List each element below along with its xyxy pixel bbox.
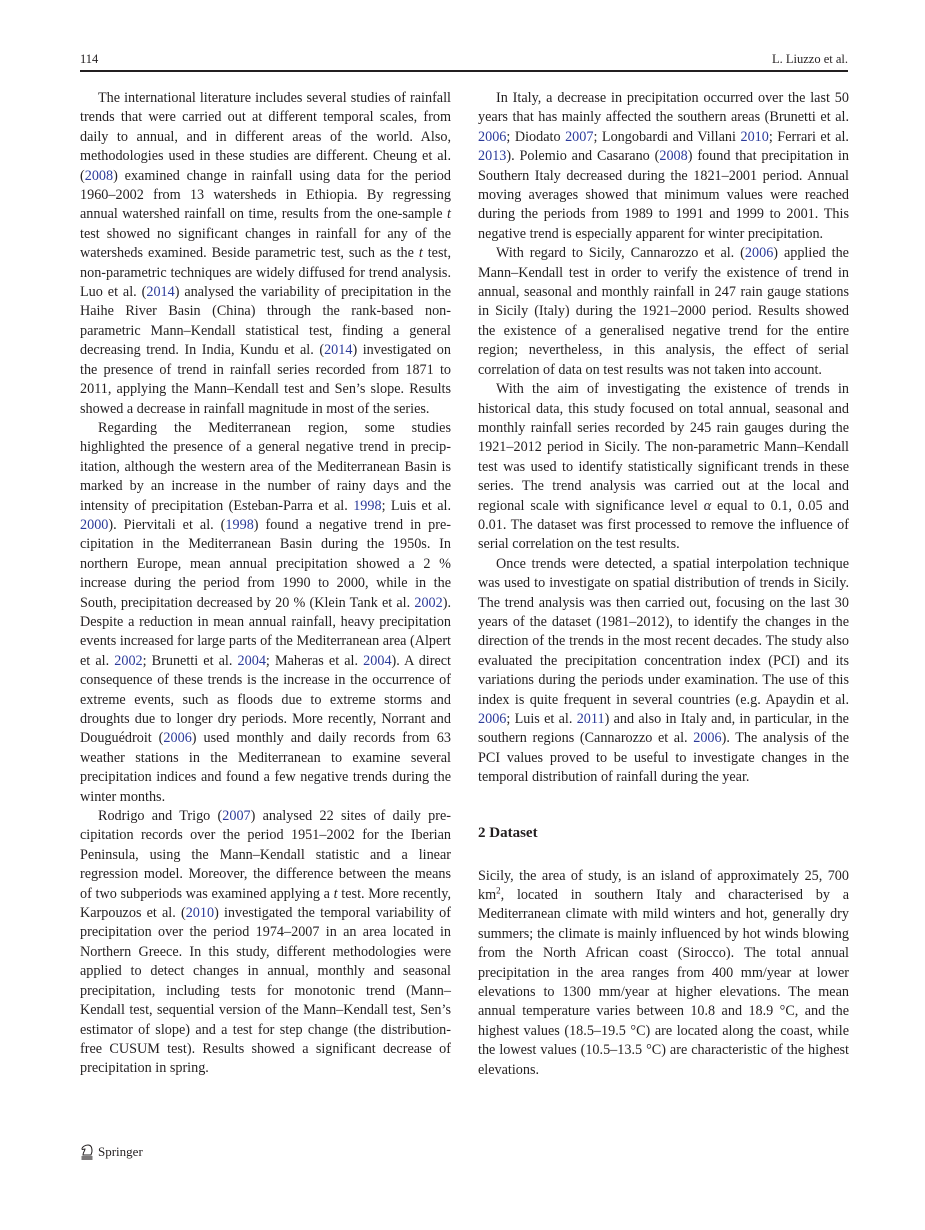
section-heading: 2 Dataset xyxy=(478,824,538,841)
paragraph xyxy=(478,380,849,555)
citation-link[interactable]: 2004 xyxy=(363,652,392,669)
text-run: ) used monthly and daily records from 63 weather stations in the Mediterranean to examine several precipitation indices and found a few negative trends during the winter months. xyxy=(80,730,451,805)
text-run: ) and also in Italy and, in particular, in the southern regions (Cannarozzo et al. xyxy=(478,711,849,747)
publisher-footer xyxy=(80,1144,143,1160)
publisher-name: Springer xyxy=(98,1144,143,1159)
text-run: Rodrigo and Trigo ( xyxy=(98,808,223,825)
citation-link[interactable]: 2008 xyxy=(84,167,114,184)
citation-link[interactable]: 2010 xyxy=(740,128,769,145)
citation-link[interactable]: 2013 xyxy=(478,148,507,165)
text-run: ) investigated the temporal variability of precipitation over the period 1974–2007 in an area located in Northern Greece. In this study, different methodologies were applied to detect changes in annual, monthly and seasonal precipitation, including tests for monotonic trend (Mann–Kendall test, sequential version of the Mann–Kendall test, Sen’s estimator of slope) and a test for step change (the distribution-free CUSUM test). Results showed a significant decrease of precipitation in spring. xyxy=(80,905,451,1077)
paragraph xyxy=(478,867,849,1080)
text-run: ) found that precipitation in Southern Italy decreased during the 1821–2001 period. Annual moving averages showed that minimum values were reached during the periods from 1989 to 1991 and 1999 to 2001. This negative trend is especially apparent for winter precipitation. xyxy=(478,148,849,242)
page-number: 114 xyxy=(80,52,99,66)
text-run: With the aim of investigating the existence of trends in historical data, this study focused on total annual, seasonal and monthly rainfall series recorded by 245 rain gauges during the 1921–2012 period in Sicily. The non-parametric Mann–Kendall test was used to identify statistically significant trends in these series. The trend analysis was carried out at the local and regional scale with significance level xyxy=(478,381,849,514)
text-run: test. More recently, Karpouzos et al. ( xyxy=(80,885,452,922)
springer-chess-knight-icon xyxy=(80,1144,94,1160)
citation-link[interactable]: 2000 xyxy=(80,516,109,533)
text-run: ; Maheras et al. xyxy=(265,652,364,669)
citation-link[interactable]: 2007 xyxy=(565,128,594,145)
citation-link[interactable]: 2002 xyxy=(114,652,143,669)
text-run: equal to 0.1, 0.05 and 0.01. The dataset was first processed to remove the influence of serial correlation on the test results. xyxy=(478,497,849,553)
text-run: ; Longobardi and Villani xyxy=(593,128,741,145)
citation-link[interactable]: 2002 xyxy=(414,594,443,611)
paragraph xyxy=(478,244,849,380)
paragraph xyxy=(80,807,451,1079)
text-run: ). Polemio and Casarano ( xyxy=(506,148,660,165)
text-run: ) found a negative trend in precipitation in the Mediterranean Basin during the 1950s. In northern Europe, mean annual precipitation showed a 2 % increase during the period from 1990 to 2000, while in the South, precipitation decreased by 20 % (Klein Tank et al. xyxy=(80,516,451,611)
citation-link[interactable]: 2007 xyxy=(222,808,251,825)
text-run: In Italy, a decrease in precipitation occurred over the last 50 years that has mainly affected the southern areas (Brunetti et al. xyxy=(478,90,849,126)
superscript: 2 xyxy=(496,885,501,896)
text-run: Regarding the Mediterranean region, some studies highlighted the presence of a general negative trend in precipitation, although the western area of the Mediterranean Basin is marked by an increase in the number of rainy days and the intensity of precipitation (Esteban-Parra et al. xyxy=(80,419,451,514)
citation-link[interactable]: 2011 xyxy=(576,711,605,727)
running-head-authors: L. Liuzzo et al. xyxy=(771,52,848,66)
text-run: ). Despite a reduction in mean annual rainfall, heavy precipitation events increased for large parts of the Mediterranean area (Alpert et al. xyxy=(80,594,451,669)
paragraph xyxy=(80,89,451,419)
text-run: ) investigated on the presence of trend in rainfall series recorded from 1871 to 2011, applying the Mann–Kendall test and Sen’s slope. Results showed a decrease in rainfall magnitude in most of the series. xyxy=(80,342,451,417)
text-run: ) examined change in rainfall using data for the period 1960–2002 from 13 watersheds in Ethiopia. By regressing annual watershed rainfall on time, results from the one-sample xyxy=(80,167,451,223)
italic-symbol: t xyxy=(333,885,338,902)
italic-symbol: α xyxy=(703,497,712,514)
citation-link[interactable]: 1998 xyxy=(353,497,382,514)
text-run: ). Piervitali et al. ( xyxy=(108,516,226,533)
text-run: ). The analysis of the PCI values proved to be useful to investigate changes in the temporal distribution of rainfall during the year. xyxy=(478,730,849,786)
citation-link[interactable]: 2008 xyxy=(659,148,688,165)
text-run: Sicily, the area of study, is an island of approximately 25, 700 km xyxy=(478,867,849,904)
citation-link[interactable]: 1998 xyxy=(225,516,254,533)
text-run: ) applied the Mann–Kendall test in order to verify the existence of trend in annual, seasonal and monthly rainfall in 247 rain gauge stations in Sicily (Italy) during the 1921–2000 period. Results showed the existence of a generalised negative trend for the entire region; nevertheless, in this analysis, the effect of serial correlation of data on test results was not taken into account. xyxy=(478,245,849,378)
left-column xyxy=(80,89,451,1079)
text-run: ; Brunetti et al. xyxy=(142,652,238,669)
right-column xyxy=(478,89,849,1080)
citation-link[interactable]: 2014 xyxy=(324,342,353,359)
text-run: ; Luis et al. xyxy=(506,711,577,727)
paragraph xyxy=(478,89,849,244)
text-run: ; Diodato xyxy=(506,128,566,145)
text-run: ; Ferrari et al. xyxy=(768,128,849,145)
paragraph xyxy=(478,555,849,788)
text-run: ; Luis et al. xyxy=(381,497,451,514)
citation-link[interactable]: 2014 xyxy=(146,284,175,301)
text-run: With regard to Sicily, Cannarozzo et al. ( xyxy=(496,245,745,262)
citation-link[interactable]: 2006 xyxy=(744,245,774,262)
text-run: The international literature includes several studies of rainfall trends that were carried out at different temporal scales, from daily to annual, and in different areas of the world. Also, methodologies used in these studies are different. Cheung et al. ( xyxy=(80,90,451,184)
paragraph xyxy=(80,419,451,807)
text-run: test showed no significant changes in rainfall for any of the watersheds examined. Beside parametric test, such as the xyxy=(80,225,451,262)
text-run: , located in southern Italy and characterised by a Mediterranean climate with mild winters and hot, generally dry summers; the climate is mainly influenced by hot winds blowing from the North African coast (Sirocco). The total annual precipitation in the area ranges from 400 mm/year at lower elevations to 1300 mm/year at higher elevations. The mean annual temperature varies between 10.8 and 18.9 °C, and the highest values (18.5–19.5 °C) are located along the coast, while the lowest values (10.5–13.5 °C) are characteristic of the highest elevations. xyxy=(478,887,849,1078)
text-run: test, non-parametric techniques are widely diffused for trend analysis. Luo et al. ( xyxy=(80,245,451,301)
citation-link[interactable]: 2006 xyxy=(478,128,507,145)
citation-link[interactable]: 2004 xyxy=(237,652,266,669)
citation-link[interactable]: 2006 xyxy=(478,711,507,727)
text-run: ) analysed the variability of precipitation in the Haihe River Basin (China) through the rank-based non-parametric Mann–Kendall statistical test, finding a general decreasing trend. In India, Kundu et al. ( xyxy=(80,284,451,359)
text-run: ). A direct consequence of these trends is the increase in the occurrence of extreme events, such as floods due to extreme storms and droughts due to longer dry periods. More recently, Norrant and Douguédroit ( xyxy=(80,652,451,747)
italic-symbol: t xyxy=(418,245,423,262)
citation-link[interactable]: 2010 xyxy=(185,905,215,922)
running-header xyxy=(80,50,848,72)
text-run: Once trends were detected, a spatial interpolation technique was used to investigate on spatial distribution of trends in Sicily. The trend analysis was then carried out, focusing on the last 30 years of the dataset (1981–2012), to identify the changes in the direction of the trends in the most recent decades. The study also evaluated the precipitation concentration index (PCI) and its variations during the periods under examination. The use of this index is quite frequent in several countries (e.g. Apaydin et al. xyxy=(478,555,849,708)
italic-symbol: t xyxy=(447,206,451,223)
citation-link[interactable]: 2006 xyxy=(163,730,192,747)
citation-link[interactable]: 2006 xyxy=(693,730,722,747)
text-run: ) analysed 22 sites of daily precipitation records over the period 1951–2002 for the Iberian Peninsula, using the Mann–Kendall statistic and a linear regression model. Moreover, the difference between the means of two subperiods was examined applying a xyxy=(80,808,451,902)
